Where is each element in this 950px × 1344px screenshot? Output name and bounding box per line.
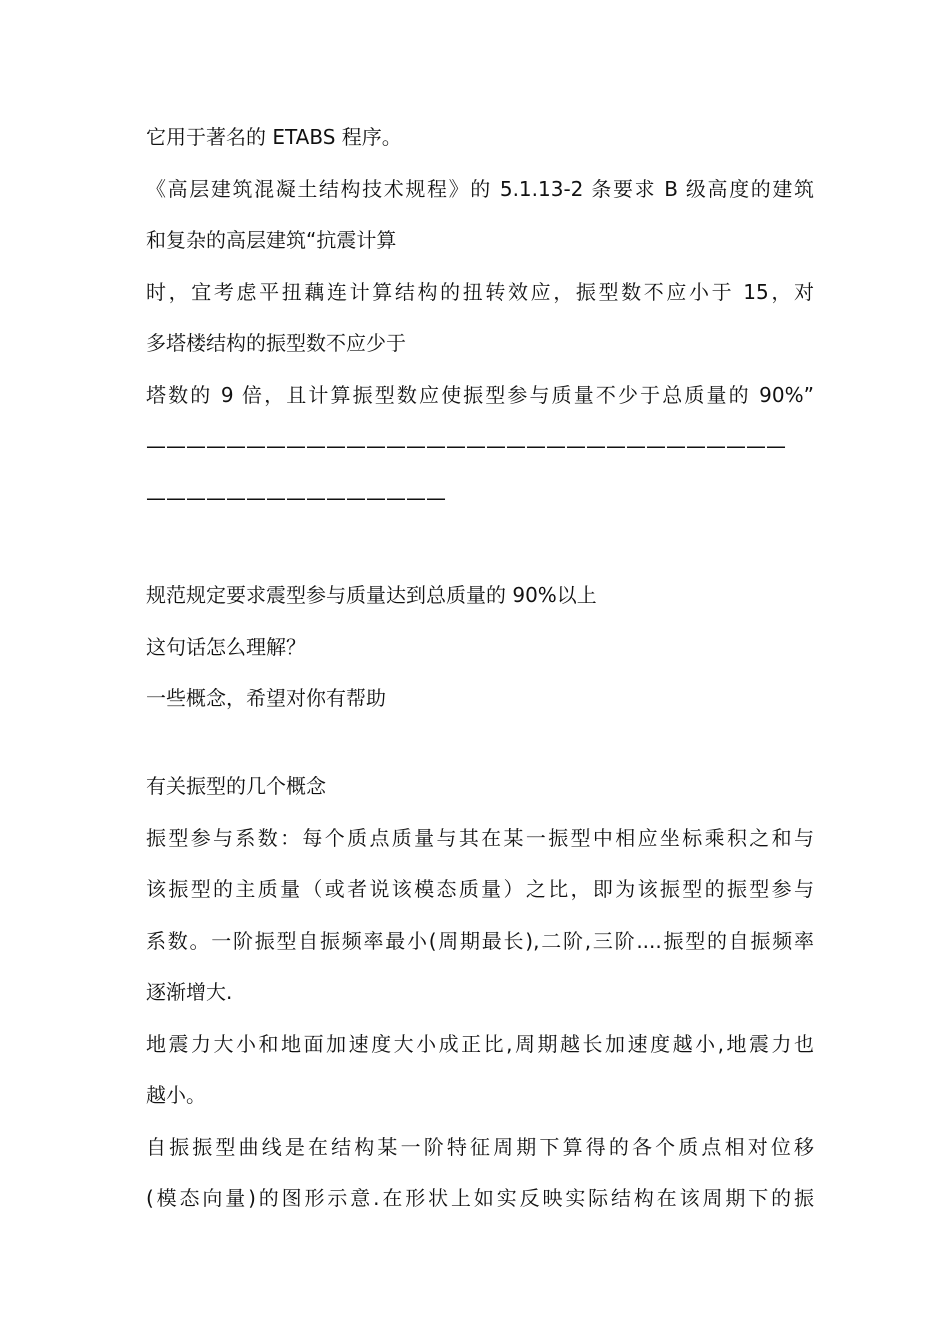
text-line: 系数。一阶振型自振频率最小(周期最长),二阶,三阶....振型的自振频率 [146, 928, 814, 953]
dash-divider-line: ——————————————— [146, 485, 446, 510]
text-line: 和复杂的高层建筑“抗震计算 [146, 228, 397, 252]
text-line: 该振型的主质量（或者说该模态质量）之比，即为该振型的振型参与 [146, 877, 814, 901]
section-heading: 有关振型的几个概念 [146, 774, 326, 798]
text-line: 一些概念，希望对你有帮助 [146, 686, 386, 710]
paragraph-question [146, 570, 814, 725]
text-line: 振型参与系数：每个质点质量与其在某一振型中相应坐标乘积之和与 [146, 825, 814, 850]
text-line: 地震力大小和地面加速度大小成正比,周期越长加速度越小,地震力也 [146, 1031, 814, 1056]
text-line: (模态向量)的图形示意.在形状上如实反映实际结构在该周期下的振 [146, 1186, 814, 1210]
text-line: 《高层建筑混凝土结构技术规程》的 5.1.13-2 条要求 B 级高度的建筑 [146, 176, 814, 201]
text-line: 规范规定要求震型参与质量达到总质量的 90%以上 [146, 583, 597, 607]
text-line: 多塔楼结构的振型数不应少于 [146, 331, 406, 355]
paragraph-mode-concepts [146, 761, 814, 1225]
text-line: 这句话怎么理解？ [146, 634, 306, 659]
paragraph-etabs-spec [146, 112, 814, 524]
text-line: 自振振型曲线是在结构某一阶特征周期下算得的各个质点相对位移 [146, 1134, 814, 1159]
text-line: 塔数的 9 倍，且计算振型数应使振型参与质量不少于总质量的 90%” [146, 382, 814, 407]
text-line: 逐渐增大. [146, 980, 233, 1004]
dash-divider-line: ———————————————————————————————— [146, 434, 786, 458]
text-line: 时，宜考虑平扭藕连计算结构的扭转效应，振型数不应小于 15，对 [146, 279, 814, 304]
text-line: 它用于著名的 ETABS 程序。 [146, 125, 402, 149]
text-line: 越小。 [146, 1083, 206, 1107]
